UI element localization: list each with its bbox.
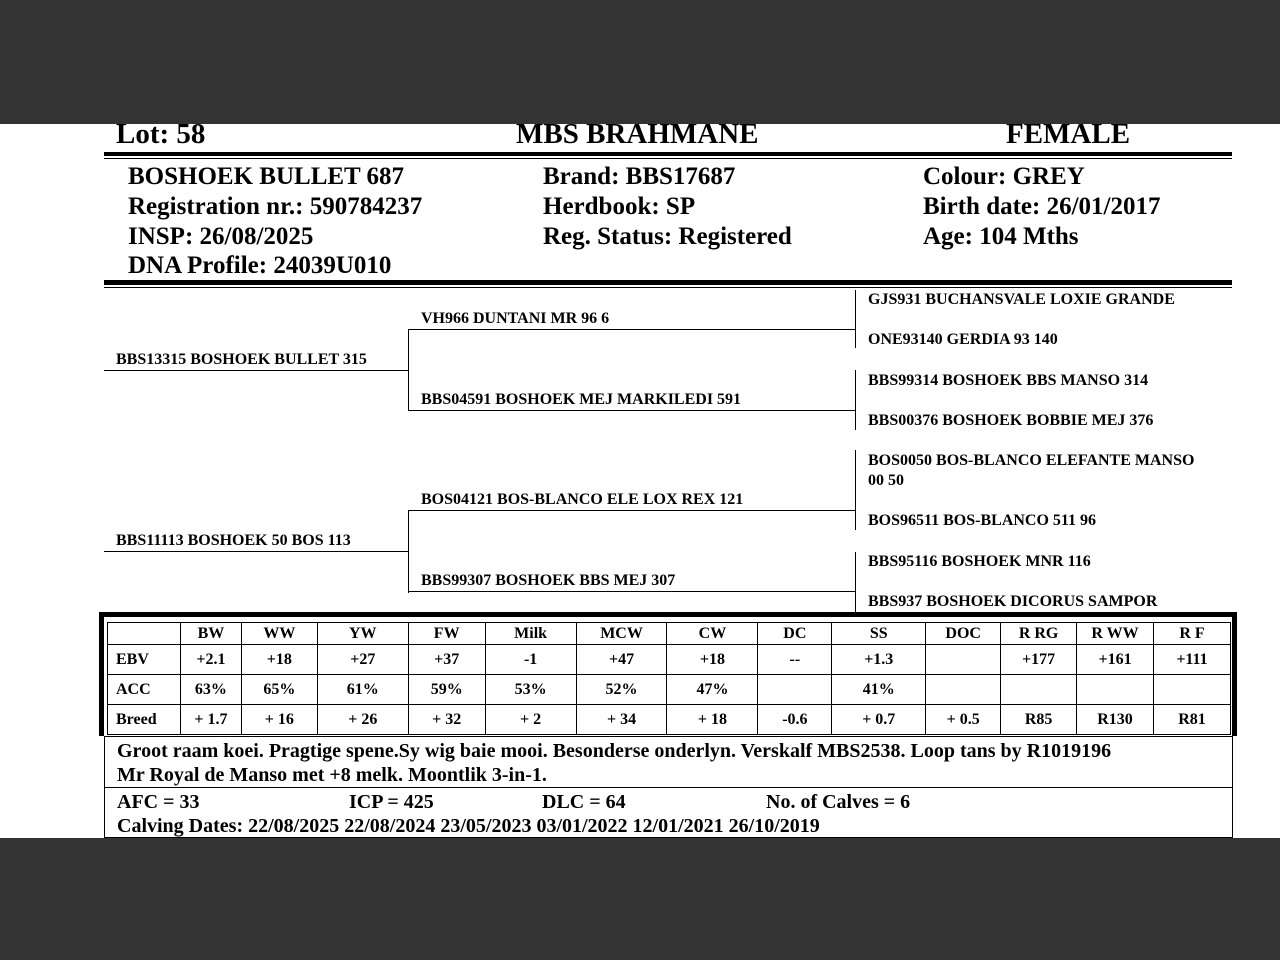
connector: [855, 450, 856, 530]
remarks-line-1: Groot raam koei. Pragtige spene.Sy wig baie mooi. Besonderse onderlyn. Verskalf MBS2538. Loop tans by R1019196: [117, 740, 1112, 762]
table-cell: +37: [408, 645, 485, 675]
table-cell: ACC: [108, 675, 181, 705]
table-header-cell: R F: [1153, 623, 1230, 645]
table-header-cell: WW: [241, 623, 317, 645]
pedigree-dsd: BOS96511 BOS-BLANCO 511 96: [868, 512, 1097, 529]
table-header-cell: FW: [408, 623, 485, 645]
colour: Colour: GREY: [923, 163, 1085, 190]
ebv-table: [107, 622, 1231, 735]
calving-dates: Calving Dates: 22/08/2025 22/08/2024 23/05/2023 03/01/2022 12/01/2021 26/10/2019: [117, 815, 820, 837]
table-cell: -0.6: [758, 705, 832, 735]
pedigree-dam-dam: BBS99307 BOSHOEK BBS MEJ 307: [421, 572, 676, 589]
lot-sheet: [0, 124, 1280, 838]
table-cell: + 18: [667, 705, 758, 735]
pedigree-sss: GJS931 BUCHANSVALE LOXIE GRANDE: [868, 291, 1175, 308]
calving-stats-box: [104, 787, 1233, 838]
table-cell: + 0.5: [926, 705, 1001, 735]
pedigree-sire-dam: BBS04591 BOSHOEK MEJ MARKILEDI 591: [421, 391, 742, 408]
connector: [408, 591, 856, 592]
table-cell: + 2: [485, 705, 576, 735]
table-cell: R85: [1001, 705, 1077, 735]
ebv-header-row: [108, 623, 1231, 645]
herdbook: Herdbook: SP: [543, 193, 696, 220]
table-header-cell: SS: [832, 623, 926, 645]
pedigree-ssd: ONE93140 GERDIA 93 140: [868, 331, 1058, 348]
remarks-box: [104, 736, 1233, 788]
table-cell: [1153, 675, 1230, 705]
table-row: [108, 705, 1231, 735]
table-cell: + 0.7: [832, 705, 926, 735]
brand: Brand: BBS17687: [543, 163, 736, 190]
table-cell: +161: [1077, 645, 1154, 675]
header-rule-thick: [104, 152, 1232, 156]
pedigree-sire-sire: VH966 DUNTANI MR 96 6: [421, 310, 610, 327]
table-cell: 52%: [576, 675, 667, 705]
table-header-cell: MCW: [576, 623, 667, 645]
table-cell: [1001, 675, 1077, 705]
connector: [408, 329, 409, 411]
table-header-cell: [108, 623, 181, 645]
pedigree-sds: BBS99314 BOSHOEK BBS MANSO 314: [868, 372, 1149, 389]
table-cell: + 1.7: [180, 705, 241, 735]
table-cell: + 34: [576, 705, 667, 735]
age: Age: 104 Mths: [923, 223, 1079, 250]
table-cell: R81: [1153, 705, 1230, 735]
pedigree-dss-cont: 00 50: [868, 472, 904, 489]
connector: [408, 329, 856, 330]
pedigree-sire: BBS13315 BOSHOEK BULLET 315: [116, 351, 367, 368]
table-cell: [758, 675, 832, 705]
header-rule-thin: [104, 158, 1232, 159]
table-header-cell: BW: [180, 623, 241, 645]
table-header-cell: Milk: [485, 623, 576, 645]
table-cell: 65%: [241, 675, 317, 705]
animal-name: BOSHOEK BULLET 687: [128, 163, 405, 190]
table-cell: +47: [576, 645, 667, 675]
table-cell: 61%: [317, 675, 408, 705]
table-cell: +2.1: [180, 645, 241, 675]
connector: [408, 410, 856, 411]
table-cell: Breed: [108, 705, 181, 735]
registration-status: Reg. Status: Registered: [543, 223, 792, 250]
table-cell: + 32: [408, 705, 485, 735]
ebv-frame-left: [99, 612, 104, 736]
connector: [408, 511, 409, 593]
info-rule-thin: [104, 287, 1232, 288]
connector: [104, 551, 409, 552]
table-cell: [1077, 675, 1154, 705]
table-header-cell: YW: [317, 623, 408, 645]
pedigree-dss: BOS0050 BOS-BLANCO ELEFANTE MANSO: [868, 452, 1195, 469]
registration-number: Registration nr.: 590784237: [128, 193, 423, 220]
table-cell: +18: [241, 645, 317, 675]
pedigree-sdd: BBS00376 BOSHOEK BOBBIE MEJ 376: [868, 412, 1154, 429]
table-cell: +27: [317, 645, 408, 675]
ebv-frame-top: [99, 612, 1237, 617]
connector: [855, 290, 856, 348]
table-cell: +18: [667, 645, 758, 675]
remarks-line-2: Mr Royal de Manso met +8 melk. Moontlik 3-in-1.: [117, 764, 547, 786]
number-of-calves: No. of Calves = 6: [766, 791, 911, 813]
afc: AFC = 33: [117, 791, 200, 813]
table-cell: +1.3: [832, 645, 926, 675]
table-header-cell: DC: [758, 623, 832, 645]
pedigree-ddd: BBS937 BOSHOEK DICORUS SAMPOR: [868, 593, 1158, 610]
table-row: [108, 645, 1231, 675]
connector: [855, 370, 856, 430]
table-header-cell: R WW: [1077, 623, 1154, 645]
table-cell: 53%: [485, 675, 576, 705]
table-cell: EBV: [108, 645, 181, 675]
birth-date: Birth date: 26/01/2017: [923, 193, 1161, 220]
table-cell: 47%: [667, 675, 758, 705]
table-cell: +177: [1001, 645, 1077, 675]
lot-number: Lot: 58: [116, 124, 206, 150]
breed-title: MBS BRAHMANE: [516, 124, 759, 150]
table-cell: +111: [1153, 645, 1230, 675]
pedigree-dam: BBS11113 BOSHOEK 50 BOS 113: [116, 532, 351, 549]
connector: [104, 370, 409, 371]
table-cell: 63%: [180, 675, 241, 705]
table-cell: --: [758, 645, 832, 675]
table-cell: [926, 675, 1001, 705]
table-cell: 41%: [832, 675, 926, 705]
table-header-cell: CW: [667, 623, 758, 645]
table-cell: -1: [485, 645, 576, 675]
connector: [855, 552, 856, 612]
table-header-cell: DOC: [926, 623, 1001, 645]
inspection-date: INSP: 26/08/2025: [128, 223, 314, 250]
pedigree-dam-sire: BOS04121 BOS-BLANCO ELE LOX REX 121: [421, 491, 744, 508]
table-cell: + 26: [317, 705, 408, 735]
connector: [408, 510, 856, 511]
icp: ICP = 425: [349, 791, 434, 813]
info-rule-thick: [104, 280, 1232, 285]
table-cell: [926, 645, 1001, 675]
ebv-frame-right: [1232, 612, 1237, 736]
table-cell: R130: [1077, 705, 1154, 735]
table-cell: 59%: [408, 675, 485, 705]
dlc: DLC = 64: [542, 791, 626, 813]
table-row: [108, 675, 1231, 705]
table-cell: + 16: [241, 705, 317, 735]
table-header-cell: R RG: [1001, 623, 1077, 645]
sex-label: FEMALE: [1006, 124, 1131, 150]
dna-profile: DNA Profile: 24039U010: [128, 252, 392, 279]
pedigree-dds: BBS95116 BOSHOEK MNR 116: [868, 553, 1091, 570]
